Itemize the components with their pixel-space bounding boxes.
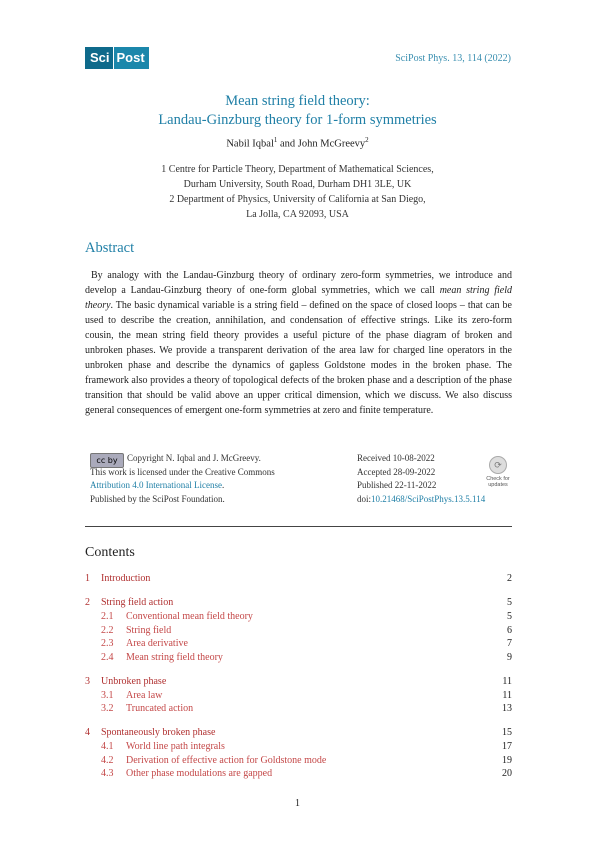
toc-entry[interactable]	[85, 652, 512, 663]
toc-title: Mean string field theory	[126, 652, 223, 663]
toc-title: Truncated action	[126, 703, 194, 714]
affiliation-line: 2 Department of Physics, University of California at San Diego,	[169, 194, 426, 205]
check-for-updates-button[interactable]	[484, 456, 512, 488]
toc-number: 2.1	[101, 611, 114, 622]
accepted-date: Accepted 28-09-2022	[357, 466, 436, 477]
toc-number: 4.2	[101, 755, 114, 766]
abstract-part-2: . The basic dynamical variable is a string field – defined on the space of closed loops – that can be used to describe the creation, annihilation, and condensation of effective strings. Like its zero-form cousin, the mean string field theory provides a useful picture of the phase diagram of broken and unbroken phases. We provide a transparent derivation of the area law for charged line operators in the unbroken phase and describe the dynamics of gapless Goldstone modes in the broken phase. The framework also provides a theory of topological defects of the broken phase and a description of the phase transition that should be valid above an upper critical dimension, which we discuss. We also discuss general consequences of emergent one-form symmetries at zero and finite temperature.	[85, 300, 512, 416]
toc-number: 2.4	[101, 652, 114, 663]
toc-page: 17	[502, 741, 512, 752]
published-date: Published 22-11-2022	[357, 480, 437, 490]
toc-page: 19	[502, 755, 512, 766]
toc-title: Unbroken phase	[101, 676, 167, 687]
toc-entry[interactable]	[85, 768, 512, 779]
doi-link[interactable]: 10.21468/SciPostPhys.13.5.114	[371, 493, 486, 504]
title-line-2: Landau-Ginzburg theory for 1-form symmetries	[158, 112, 437, 128]
toc-page: 9	[507, 652, 512, 663]
toc-title: Introduction	[101, 573, 151, 584]
toc-entry[interactable]	[85, 625, 512, 636]
author-2-affil: 2	[365, 136, 369, 144]
license-line: This work is licensed under the Creative Commons	[90, 466, 275, 477]
license-link[interactable]: Attribution 4.0 International License	[90, 480, 222, 490]
toc-entry[interactable]	[85, 676, 512, 687]
abstract-part-1: By analogy with the Landau-Ginzburg theory of ordinary zero-form symmetries, we introduce and develop a Landau-Ginzburg theory of one-form global symmetries, which we call	[85, 270, 512, 296]
author-1: Nabil Iqbal	[226, 138, 274, 150]
contents-heading: Contents	[85, 545, 135, 560]
toc-entry[interactable]	[85, 597, 512, 608]
toc-title: Other phase modulations are gapped	[126, 768, 273, 779]
toc-page: 11	[502, 676, 512, 687]
received-date: Received 10-08-2022	[357, 453, 435, 463]
abstract-text	[85, 268, 512, 418]
toc-number: 3	[85, 676, 90, 687]
paper-title	[0, 92, 595, 130]
toc-number: 3.1	[101, 690, 114, 701]
abstract-heading: Abstract	[85, 240, 135, 256]
check-updates-line-2: updates	[488, 482, 508, 488]
toc-entry[interactable]	[85, 573, 512, 584]
toc-number: 4	[85, 727, 90, 738]
toc-entry[interactable]	[85, 741, 512, 752]
toc-entry[interactable]	[85, 611, 512, 622]
license-link-suffix: .	[221, 480, 225, 490]
toc-number: 4.1	[101, 741, 114, 752]
logo-sci: Sci	[85, 47, 113, 69]
toc-page: 6	[507, 625, 512, 636]
toc-page: 2	[507, 573, 512, 584]
title-line-1: Mean string field theory:	[225, 93, 370, 109]
toc-page: 20	[502, 768, 512, 779]
toc-entry[interactable]	[85, 690, 512, 701]
affiliation-line: 1 Centre for Particle Theory, Department of Mathematical Sciences,	[161, 164, 434, 175]
toc-page: 13	[502, 703, 512, 714]
toc-number: 3.2	[101, 703, 114, 714]
page-number: 1	[295, 798, 300, 809]
toc-title: World line path integrals	[126, 741, 225, 752]
toc-page: 7	[507, 638, 512, 649]
toc-entry[interactable]	[85, 727, 512, 738]
toc-title: Area derivative	[126, 638, 188, 649]
toc-title: Area law	[126, 690, 163, 701]
affiliation-line: La Jolla, CA 92093, USA	[246, 209, 349, 220]
abstract-emphasis: mean string field theory	[85, 285, 512, 311]
check-updates-icon: ⟳	[489, 456, 507, 474]
toc-page: 11	[502, 690, 512, 701]
publisher-line: Published by the SciPost Foundation.	[90, 493, 225, 504]
scipost-logo	[85, 47, 149, 69]
copyright-line: Copyright N. Iqbal and J. McGreevy.	[127, 453, 261, 463]
affiliations	[0, 162, 595, 222]
author-list	[0, 136, 595, 150]
toc-entry[interactable]	[85, 638, 512, 649]
toc-page: 5	[507, 611, 512, 622]
toc-title: Conventional mean field theory	[126, 611, 253, 622]
author-2: John McGreevy	[297, 138, 366, 150]
toc-number: 2.2	[101, 625, 114, 636]
toc-title: String field action	[101, 597, 174, 608]
logo-post: Post	[113, 47, 149, 69]
affiliation-line: Durham University, South Road, Durham DH1 3LE, UK	[183, 179, 412, 190]
license-block	[90, 452, 340, 506]
doi-prefix: doi:	[357, 493, 372, 504]
author-1-affil: 1	[273, 136, 278, 144]
toc-number: 2.3	[101, 638, 114, 649]
toc-title: Spontaneously broken phase	[101, 727, 216, 738]
toc-title: Derivation of effective action for Goldstone mode	[126, 755, 327, 766]
toc-page: 5	[507, 597, 512, 608]
divider	[85, 526, 512, 527]
toc-number: 1	[85, 573, 90, 584]
toc-number: 2	[85, 597, 90, 608]
check-updates-line-1: Check for	[486, 476, 510, 482]
cc-by-badge-icon[interactable]: cc by	[90, 453, 124, 468]
author-joiner: and	[277, 138, 298, 150]
toc-title: String field	[126, 625, 172, 636]
toc-entry[interactable]	[85, 755, 512, 766]
journal-reference[interactable]: SciPost Phys. 13, 114 (2022)	[395, 53, 511, 64]
toc-page: 15	[502, 727, 512, 738]
toc-entry[interactable]	[85, 703, 512, 714]
toc-number: 4.3	[101, 768, 114, 779]
